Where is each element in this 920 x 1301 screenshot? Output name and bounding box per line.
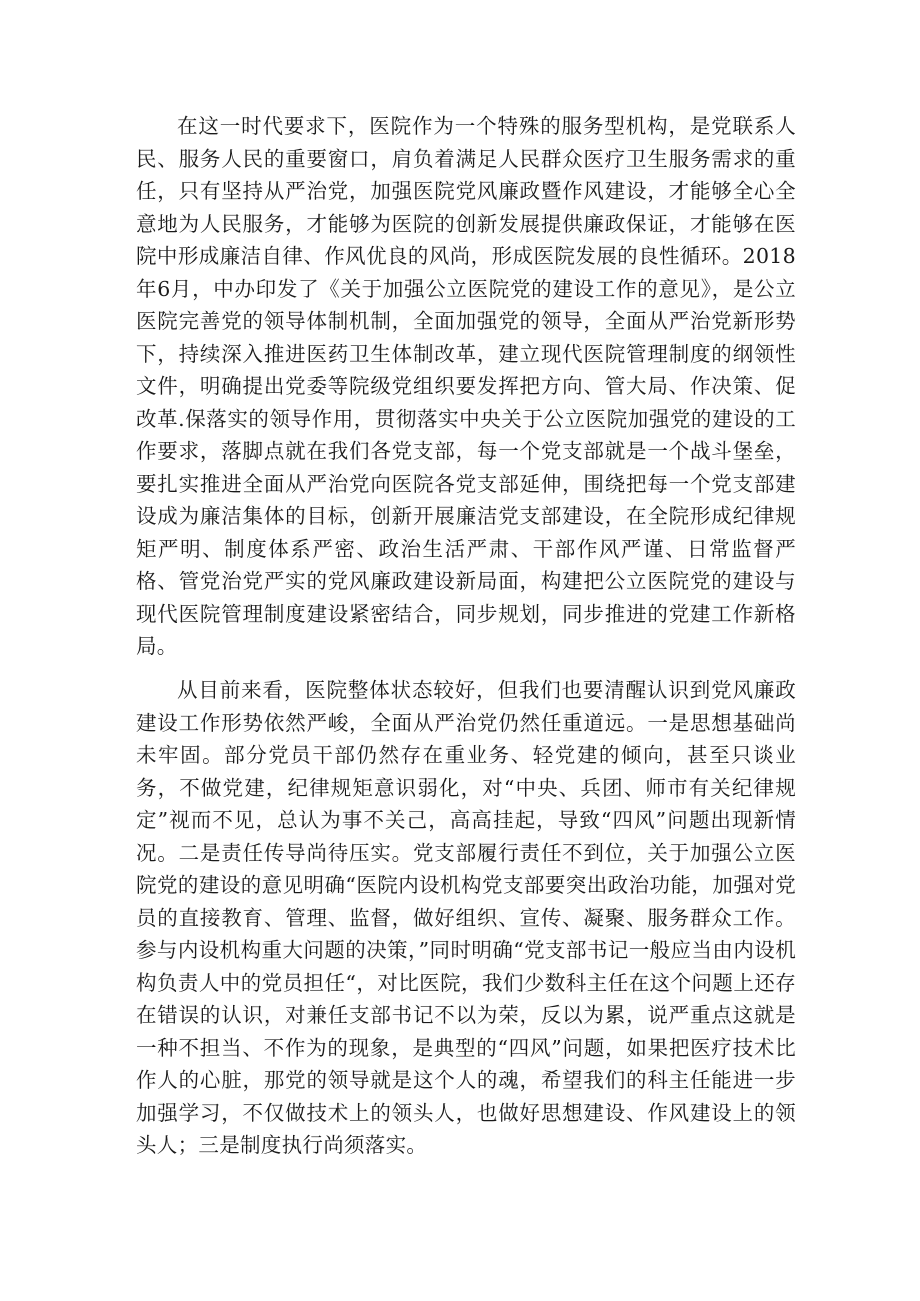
body-paragraph-1: 在这一时代要求下，医院作为一个特殊的服务型机构，是党联系人民、服务人民的重要窗口，肩负着满足人民群众医疗卫生服务需求的重任，只有坚持从严治党，加强医院党风廉政暨作风建设，才能够全心全意地为人民服务，才能够为医院的创新发展提供廉政保证，才能够在医院中形成廉洁自律、作风优良的风尚，形成医院发展的良性循环。2018年6月，中办印发了《关于加强公立医院党的建设工作的意见》，是公立医院完善党的领导体制机制，全面加强党的领导，全面从严治党新形势下，持续深入推进医药卫生体制改革，建立现代医院管理制度的纲领性文件，明确提出党委等院级党组织要发挥把方向、管大局、作决策、促改革.保落实的领导作用，贯彻落实中央关于公立医院加强党的建设的工作要求，落脚点就在我们各党支部，每一个党支部就是一个战斗堡垒，要扎实推进全面从严治党向医院各党支部延伸，围绕把每一个党支部建设成为廉洁集体的目标，创新开展廉洁党支部建设，在全院形成纪律规矩严明、制度体系严密、政治生活严肃、干部作风严谨、日常监督严格、管党治党严实的党风廉政建设新局面，构建把公立医院党的建设与现代医院管理制度建设紧密结合，同步规划，同步推进的党建工作新格局。 [136, 114, 796, 658]
body-paragraph-2: 从目前来看，医院整体状态较好，但我们也要清醒认识到党风廉政建设工作形势依然严峻，全面从严治党仍然任重道远。一是思想基础尚未牢固。部分党员干部仍然存在重业务、轻党建的倾向，甚至只谈业务，不做党建，纪律规矩意识弱化，对“中央、兵团、师市有关纪律规定”视而不见，总认为事不关己，高高挂起，导致“四风”问题出现新情况。二是责任传导尚待压实。党支部履行责任不到位，关于加强公立医院党的建设的意见明确“医院内设机构党支部要突出政治功能，加强对党员的直接教育、管理、监督，做好组织、宣传、凝聚、服务群众工作。参与内设机构重大问题的决策，”同时明确“党支部书记一般应当由内设机构负责人中的党员担任“，对比医院，我们少数科主任在这个问题上还存在错误的认识，对兼任支部书记不以为荣，反以为累，说严重点这就是一种不担当、不作为的现象，是典型的“四风”问题，如果把医疗技术比作人的心脏，那党的领导就是这个人的魂，希望我们的科主任能进一步加强学习，不仅做技术上的领头人，也做好思想建设、作风建设上的领头人；三是制度执行尚须落实。 [136, 678, 796, 1157]
